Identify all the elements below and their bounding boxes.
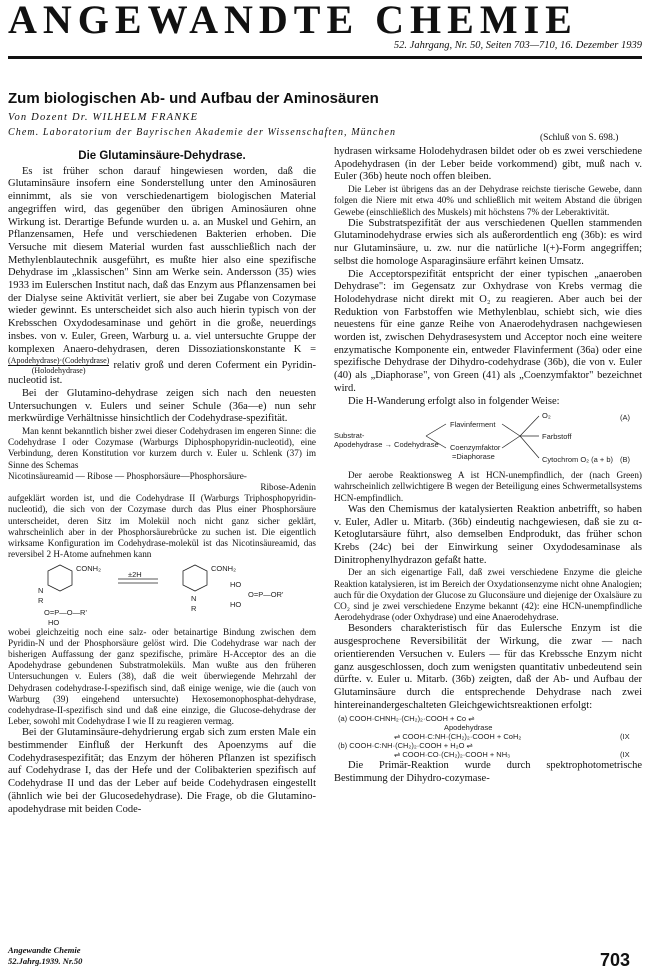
paragraph: Besonders charakteristisch für das Eulersche Enzym ist die ausgesprochene Reversibilität der Wirkung, die zwar — nach orientierenden Versuchen v. Eulers — für das Krebssche Enzym nicht ganz ausgeschlossen, doch zum wenigsten quantitativ unbedeutend sein dürfte. v. Euler u. Mitarb. (36b) zeigten, daß der Ab- und Aufbau der Glutaminsäure durch die entsprechende Dehydrase nach zwei hintereinandergeschalteten Gleichgewichtsreaktionen erfolgt: <box>334 623 642 711</box>
scheme-label: Apodehydrase → Codehydrase <box>334 440 439 450</box>
scheme-label: =Diaphorase <box>452 452 495 462</box>
equation-a-enzyme: Apodehydrase <box>444 723 493 733</box>
equation-b-number: (IX <box>620 750 630 760</box>
formula-label: R <box>38 595 44 605</box>
article-title: Zum biologischen Ab- und Aufbau der Aminosäuren <box>8 90 379 107</box>
paragraph-small: Man kennt bekanntlich bisher zwei dieser Codehydrasen im engeren Sinne: die Codehydrase I oder Cozymase (Warburgs Diphosphopyridin-nucleotid), eine Verbindung, deren Konstitution vor kurzem durch v. Euler u. Schlenk (37) im Sinne des Schemas <box>8 426 316 470</box>
scheme-label: Farbstoff <box>542 432 572 442</box>
paragraph: Die Substratspezifität der aus verschiedenen Quellen stammenden Glutaminodehydrase erwies sich als außerordentlich eng (36b): es wird nur Glutaminsäure, u. zw. nur die natürliche l(+)-Form angegriffen; selbst die homologe Asparaginsäure erfährt keinen Umsatz. <box>334 217 642 267</box>
paragraph: Bei der Glutaminsäure-dehydrierung ergab sich zum ersten Male ein bestimmender Einfluß der Herkunft des Apoenzyms auf die Codehydrasespezifität; das Enzym der höheren Pflanzen ist spezifisch auf Codehydrase I, das der Hefe und der Colibakterien spezifisch auf Codehydrase II und das der Leber auf beide Codehydrasen eingestellt (ähnlich wie bei der Glucosedehydrase). Die Frage, ob die Glutamino-apodehydrase mit beiden Code- <box>8 727 316 815</box>
paragraph: Bei der Glutamino-dehydrase zeigen sich nach den neuesten Untersuchungen v. Eulers und seiner Schule (36a—e) nun sehr merkwürdige Verhältnisse hinsichtlich der Codehydrase-spezifität. <box>8 387 316 425</box>
paragraph: Die Primär-Reaktion wurde durch spektrophotometrische Bestimmung der Dihydro-cozymase- <box>334 760 642 785</box>
page-footer <box>8 945 82 967</box>
left-column <box>8 146 316 816</box>
formula-label: N <box>38 585 44 595</box>
article-institution: Chem. Laboratorium der Bayrischen Akademie der Wissenschaften, München <box>8 127 397 138</box>
scheme-label: Cytochrom O₂ (a + b) <box>542 455 614 465</box>
equation-a-right: ⇌ COOH·C:NH·(CH₂)₂·COOH + CoH₂ <box>394 732 522 742</box>
scheme-label: (B) <box>620 455 630 465</box>
formula-label: O=P—OR' <box>248 589 284 599</box>
continuation-note: (Schluß von S. 698.) <box>540 133 619 143</box>
scheme-label: Coenzymfaktor <box>450 443 501 453</box>
scheme-label: Substrat- <box>334 431 365 441</box>
paragraph-small: Der an sich eigenartige Fall, daß zwei verschiedene Enzyme die gleiche Reaktion katalysieren, ist im Bereich der Oxydationsenzyme nicht ohne Analogien; auch für die Oxydation der Glucose zu Gluconsäure und diejenige der Oxalsäure zu CO₂ sind je zwei verschiedene Enzyme bekannt (42): eine HCN-unempfindliche Aerodehydrase (oder Oxhydrase) und eine Anaerodehydrase. <box>334 567 642 623</box>
paragraph: Die H-Wanderung erfolgt also in folgender Weise: <box>348 395 560 407</box>
formula-label: O=P—O—R' <box>44 607 87 617</box>
equation-a: (a) COOH·CHNH₂·(CH₂)₂·COOH + Co ⇌ <box>338 714 475 724</box>
section-heading: Die Glutaminsäure-Dehydrase. <box>78 150 246 162</box>
equation-a-number: (IX <box>620 732 630 742</box>
schema-text: Nicotinsäureamid — Ribose — Phosphorsäure—Phosphorsäure- Ribose-Adenin <box>8 470 316 493</box>
footer-volume: 52.Jahrg.1939. Nr.50 <box>8 956 83 966</box>
equation-b-right: ⇌ COOH·CO·(CH₂)₂·COOH + NH₃ <box>394 750 511 760</box>
equilibrium-equations <box>334 712 642 760</box>
formula-label: CONH₂ <box>211 563 236 573</box>
scheme-label: Flavinferment <box>450 420 496 430</box>
nicotinamide-formula <box>8 561 316 627</box>
equation-b: (b) COOH·C:NH·(CH₂)₂·COOH + H₂O ⇌ <box>338 741 473 751</box>
paragraph: hydrasen wirksame Holodehydrasen bildet oder ob es zwei verschiedene Apodehydrasen (in der Leber beide vorkommend) gibt, muß nach v. Euler (36b) heute noch offen bleiben. <box>334 146 642 183</box>
formula-label: CONH₂ <box>76 563 101 573</box>
equilibrium-arrow-label: ±2H <box>128 569 142 579</box>
issue-line: 52. Jahrgang, Nr. 50, Seiten 703—710, 16. Dezember 1939 <box>393 40 642 51</box>
formula-label: HO <box>48 617 60 627</box>
paragraph: Es ist früher schon darauf hingewiesen worden, daß die Glutaminsäure insofern eine Sonderstellung unter den Aminosäuren einnimmt, als sie von verschiedenartigem biologischen Material angegriffen wird, das gegenüber den übrigen Aminosäuren ohne Wirkung ist. Derartige Befunde wurden u. a. an Muskel und Gehirn, an Pflanzensamen, Hefe und verschiedenen Bakterien erhoben. Die Versuche mit diesem Material wurden fast ausschließlich nach der Methylenblautechnik ausgeführt, es mußte hier also eine spezifische Dehydrase im „klassischen" Sinn am Werke sein. Andersson (35) wies 1933 im Eulerschen Institut nach, daß das Enzym aus Pflanzensamen bei der Dialyse seine Aktivität verliert, sie aber bei Zugabe von Cozymase wieder gewinnt. Es unterscheidet sich also auch hierin typisch von der Krebsschen Oxydodesaminase und gehört in die große, neuerdings insbes. von v. Euler, Green, Warburg u. a. viel untersuchte Gruppe der komplexen Anaero-dehydrasen, deren Dissoziationskonstante K = (Apodehydrase)·(Codehydrase) (Holodehydrase) relativ groß und deren Coferment ein Pyridin-nucleotid ist. <box>8 165 316 387</box>
paragraph-small: Die Leber ist übrigens das an der Dehydrase reichste tierische Gewebe, dann folgen die Niere mit etwa 40% und schließlich mit weitem Abstand die übrigen Gewebe (einschließlich des Muskels) mit höchstens 7% der Leberaktivität. <box>334 184 642 217</box>
dissociation-fraction: (Apodehydrase)·(Codehydrase) (Holodehydrase) <box>8 356 110 376</box>
paragraph-small: Der aerobe Reaktionsweg A ist HCN-unempfindlich, der (nach Green) wahrscheinlich zellwichtigere B wegen der Beteiligung eines Schwermetallsystems HCN-empfindlich. <box>334 470 642 503</box>
scheme-label: O₂ <box>542 411 551 421</box>
journal-masthead: ANGEWANDTE CHEMIE <box>8 0 578 42</box>
paragraph: Was den Chemismus der katalysierten Reaktion anbetrifft, so haben v. Euler, Adler u. Mitarb. (36b) eindeutig nachgewiesen, daß sie zu α-Ketoglutarsäure führt, also demselben Endprodukt, das früher schon Krebs (24c) bei der Einwirkung seiner Oxydodesaminase als Dinitrophenylhydrazon gefaßt hatte. <box>334 503 642 566</box>
paragraph-small: wobei gleichzeitig noch eine salz- oder betainartige Bindung zwischen dem Pyridin-N und der Phosphorsäure gelöst wird. Die Codehydrase war nach der bisherigen Auffassung der ganz spezifische, primäre H-Acceptor des an die Apodehydrase gebundenen Substratmoleküls. Man wußte aus den früheren Untersuchungen v. Eulers (38), daß die weit überwiegende Mehrzahl der Dehydrasen codehydrase-I-spezifisch sind, daß einige wenige, wie die (auch von Warburg (39) eingehend untersuchte) Hexosemonophosphat-dehydrase, codehydrase-II-spezifisch sind und daß eine einzige, die Glucose-dehydrase der Leber, sowohl mit Codehydrase I wie II zu reagieren vermag. <box>8 626 316 727</box>
masthead-rule <box>8 56 642 59</box>
paragraph: Die Acceptorspezifität entspricht der einer typischen „anaeroben Dehydrase": im Gegensatz zur Oxhydrase von Krebs vermag die Holodehydrase nicht direkt mit O₂ zu reagieren. Aber auch bei der Reduktion von Farbstoffen wie Methylenblau, schiebt sich, wie dies neuestens für eine ganze Reihe von Anaerodehydrasen nachgewiesen worden ist, zwischen Dehydrasesystem und Acceptor noch eine weitere enzymatische Komponente ein, entweder Flavinferment (36a) oder eine spezifische Dehydrase der Dihydro-codehydrase (36b), die von v. Euler (40) als „Diaphorase", von Green (41) als „Coenzymfaktor" bezeichnet wird. <box>334 268 642 394</box>
formula-label: R <box>191 603 197 613</box>
article-author: Von Dozent Dr. WILHELM FRANKE <box>8 112 199 123</box>
scheme-label: (A) <box>620 413 630 423</box>
footer-journal: Angewandte Chemie <box>8 945 81 955</box>
right-column <box>334 146 642 786</box>
h-transfer-scheme <box>334 408 642 470</box>
formula-label: HO <box>230 599 242 609</box>
paragraph-small: aufgeklärt worden ist, und die Codehydrase II (Warburgs Triphosphopyridin-nucleotid), die sich von der Cozymase durch das Plus einer Phosphorsäure unterscheidet, deren Sitz im Molekül noch nicht ganz sicher geklärt, wahrscheinlich aber in der Phosphorsäurebrücke zu suchen ist. Die eigentlich wirksame Konfiguration im Codehydrase-molekül ist das Nicotinsäureamid, das reversibel 2 H-Atome aufnehmen kann <box>8 493 316 560</box>
page-number: 703 <box>600 950 631 970</box>
formula-label: HO <box>230 579 242 589</box>
formula-label: N <box>191 593 197 603</box>
